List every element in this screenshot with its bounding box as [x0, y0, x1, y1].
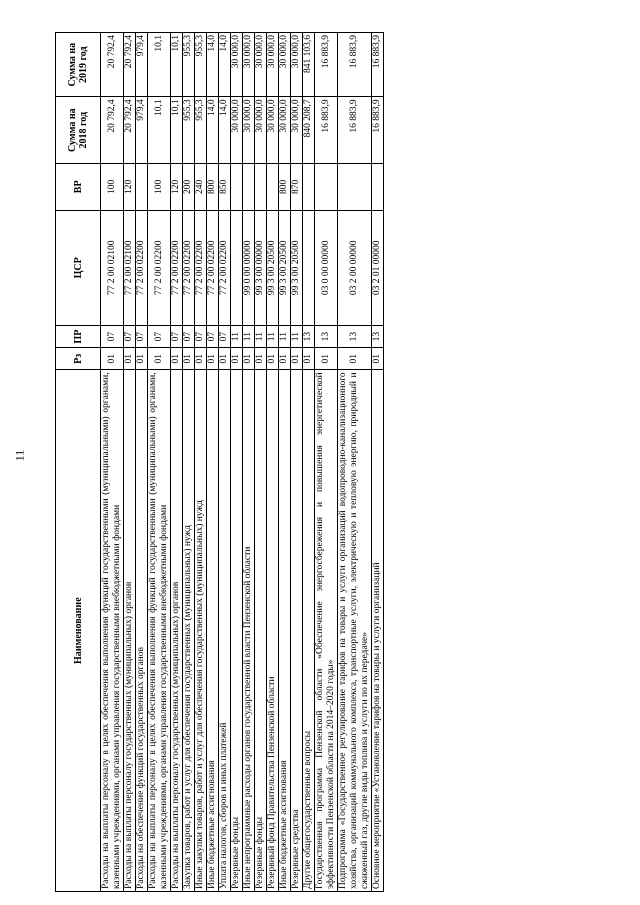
- cell-pr: 07: [171, 326, 183, 348]
- cell-vr: [231, 164, 243, 211]
- cell-pr: 11: [291, 326, 303, 348]
- cell-pr: 13: [372, 326, 384, 348]
- cell-vr: 100: [101, 164, 124, 211]
- header-pr: ПР: [56, 326, 101, 348]
- header-sum-2019: Сумма на 2019 год: [56, 33, 101, 97]
- table-row: [207, 33, 219, 892]
- cell-csr: 77 2 00 02100: [124, 210, 136, 325]
- cell-vr: 120: [124, 164, 136, 211]
- cell-rz: 01: [255, 348, 267, 370]
- cell-vr: 850: [219, 164, 231, 211]
- cell-name: Государственная программа Пензенской области «Обеспечение энергосбережения и повышения энергетической эффективности Пензенской области на 2014–2020 годы»: [315, 370, 338, 892]
- cell-sum-2019: 10,1: [171, 33, 183, 97]
- cell-csr: 99 3 00 20500: [291, 210, 303, 325]
- cell-pr: 07: [195, 326, 207, 348]
- cell-sum-2018: 20 792,4: [124, 97, 136, 164]
- cell-sum-2019: 955,3: [183, 33, 195, 97]
- cell-vr: 870: [291, 164, 303, 211]
- cell-rz: 01: [183, 348, 195, 370]
- cell-sum-2018: 14,0: [219, 97, 231, 164]
- cell-rz: 01: [101, 348, 124, 370]
- cell-sum-2018: 30 000,0: [279, 97, 291, 164]
- cell-sum-2019: 30 000,0: [291, 33, 303, 97]
- header-vr: ВР: [56, 164, 101, 211]
- cell-rz: 01: [148, 348, 171, 370]
- cell-sum-2019: 30 000,0: [243, 33, 255, 97]
- cell-vr: [372, 164, 384, 211]
- cell-csr: 77 2 00 02200: [195, 210, 207, 325]
- cell-sum-2019: 14,0: [207, 33, 219, 97]
- table-header-row: [56, 33, 101, 892]
- header-rz: Рз: [56, 348, 101, 370]
- cell-sum-2018: 30 000,0: [291, 97, 303, 164]
- cell-csr: 77 2 00 02200: [219, 210, 231, 325]
- table-row: [372, 33, 384, 892]
- table-row: [279, 33, 291, 892]
- cell-pr: 11: [267, 326, 279, 348]
- cell-vr: [315, 164, 338, 211]
- cell-rz: 01: [219, 348, 231, 370]
- cell-pr: 07: [183, 326, 195, 348]
- table-row: [315, 33, 338, 892]
- table-row: [231, 33, 243, 892]
- cell-sum-2019: 16 883,9: [372, 33, 384, 97]
- cell-name: Другие общегосударственные вопросы: [303, 370, 315, 892]
- cell-sum-2018: 16 883,9: [338, 97, 372, 164]
- budget-table: [55, 32, 384, 892]
- cell-sum-2019: 14,0: [219, 33, 231, 97]
- table-row: [171, 33, 183, 892]
- cell-name: Резервные фонды: [255, 370, 267, 892]
- cell-csr: 77 2 00 02200: [148, 210, 171, 325]
- cell-sum-2018: 30 000,0: [243, 97, 255, 164]
- cell-sum-2019: 30 000,0: [279, 33, 291, 97]
- cell-name: Иные бюджетные ассигнования: [207, 370, 219, 892]
- cell-rz: 01: [338, 348, 372, 370]
- cell-csr: 99 3 00 00000: [255, 210, 267, 325]
- cell-name: Расходы на выплаты персоналу государственных (муниципальных) органов: [171, 370, 183, 892]
- cell-rz: 01: [136, 348, 148, 370]
- cell-csr: 99 0 00 00000: [243, 210, 255, 325]
- cell-pr: 07: [219, 326, 231, 348]
- header-csr: ЦСР: [56, 210, 101, 325]
- cell-sum-2018: 955,3: [183, 97, 195, 164]
- cell-sum-2018: 955,3: [195, 97, 207, 164]
- cell-rz: 01: [207, 348, 219, 370]
- cell-name: Иные непрограммные расходы органов государственной власти Пензенской области: [243, 370, 255, 892]
- cell-sum-2019: 841 103,6: [303, 33, 315, 97]
- cell-pr: 07: [136, 326, 148, 348]
- header-sum-2018: Сумма на 2018 год: [56, 97, 101, 164]
- cell-vr: [338, 164, 372, 211]
- cell-sum-2018: 20 792,4: [101, 97, 124, 164]
- table-row: [136, 33, 148, 892]
- cell-rz: 01: [291, 348, 303, 370]
- cell-csr: [303, 210, 315, 325]
- cell-sum-2019: 955,3: [195, 33, 207, 97]
- cell-csr: 77 2 00 02200: [171, 210, 183, 325]
- cell-name: Расходы на выплаты персоналу государственных (муниципальных) органов: [124, 370, 136, 892]
- cell-name: Расходы на выплаты персоналу в целях обеспечения выполнения функций государственными (муниципальными) органами, казенными учреждениями, органами управления государственными внебюджетными фондами: [101, 370, 124, 892]
- cell-pr: 07: [148, 326, 171, 348]
- cell-sum-2019: 30 000,0: [231, 33, 243, 97]
- cell-name: Уплата налогов, сборов и иных платежей: [219, 370, 231, 892]
- cell-vr: 200: [183, 164, 195, 211]
- cell-vr: [136, 164, 148, 211]
- table-row: [243, 33, 255, 892]
- cell-sum-2018: 10,1: [171, 97, 183, 164]
- cell-name: Резервные средства: [291, 370, 303, 892]
- cell-name: Подпрограмма «Государственное регулирование тарифов на товары и услуги организаций водопроводно-канализационного хозяйства, организаций коммунального комплекса, транспортные услуги, электрическую и тепловую энергию, природный и сжиженный газ, другие виды топлива и услуги по их передаче»: [338, 370, 372, 892]
- cell-rz: 01: [279, 348, 291, 370]
- cell-vr: 800: [207, 164, 219, 211]
- cell-name: Иные закупки товаров, работ и услуг для обеспечения государственных (муниципальных) нужд: [195, 370, 207, 892]
- cell-rz: 01: [267, 348, 279, 370]
- cell-sum-2018: 30 000,0: [255, 97, 267, 164]
- cell-rz: 01: [171, 348, 183, 370]
- table-row: [101, 33, 124, 892]
- cell-name: Резервный фонд Правительства Пензенской области: [267, 370, 279, 892]
- cell-vr: 800: [279, 164, 291, 211]
- cell-sum-2019: 979,4: [136, 33, 148, 97]
- cell-pr: 11: [231, 326, 243, 348]
- cell-name: Закупка товаров, работ и услуг для обеспечения государственных (муниципальных) нужд: [183, 370, 195, 892]
- cell-csr: 77 2 00 02200: [136, 210, 148, 325]
- cell-csr: 99 3 00 20500: [279, 210, 291, 325]
- cell-sum-2018: 14,0: [207, 97, 219, 164]
- cell-csr: 77 2 00 02100: [101, 210, 124, 325]
- cell-sum-2018: 840 208,7: [303, 97, 315, 164]
- cell-rz: 01: [372, 348, 384, 370]
- cell-csr: 03 2 00 00000: [338, 210, 372, 325]
- table-row: [303, 33, 315, 892]
- cell-sum-2019: 30 000,0: [267, 33, 279, 97]
- cell-sum-2018: 30 000,0: [231, 97, 243, 164]
- page-number: 11: [12, 449, 27, 462]
- cell-vr: 100: [148, 164, 171, 211]
- cell-pr: 07: [124, 326, 136, 348]
- cell-rz: 01: [231, 348, 243, 370]
- cell-vr: [267, 164, 279, 211]
- cell-rz: 01: [315, 348, 338, 370]
- cell-pr: 11: [255, 326, 267, 348]
- cell-pr: 11: [243, 326, 255, 348]
- cell-sum-2018: 30 000,0: [267, 97, 279, 164]
- cell-pr: 11: [279, 326, 291, 348]
- cell-csr: 03 2 01 00000: [372, 210, 384, 325]
- cell-sum-2018: 16 883,9: [372, 97, 384, 164]
- cell-name: Основное мероприятие «Установление тарифов на товары и услуги организаций: [372, 370, 384, 892]
- cell-pr: 13: [315, 326, 338, 348]
- header-name: Наименование: [56, 370, 101, 892]
- table-row: [255, 33, 267, 892]
- table-body: [101, 33, 384, 892]
- table-row: [219, 33, 231, 892]
- table-row: [148, 33, 171, 892]
- table-row: [195, 33, 207, 892]
- cell-csr: 77 2 00 02200: [183, 210, 195, 325]
- cell-csr: 03 0 00 00000: [315, 210, 338, 325]
- cell-name: Иные бюджетные ассигнования: [279, 370, 291, 892]
- cell-sum-2019: 30 000,0: [255, 33, 267, 97]
- cell-sum-2018: 16 883,9: [315, 97, 338, 164]
- cell-vr: [303, 164, 315, 211]
- cell-csr: [231, 210, 243, 325]
- cell-name: Расходы на выплаты персоналу в целях обеспечения выполнения функций государственными (муниципальными) органами, казенными учреждениями, органами управления государственными внебюджетными фондами: [148, 370, 171, 892]
- cell-sum-2018: 10,1: [148, 97, 171, 164]
- cell-pr: 13: [303, 326, 315, 348]
- cell-name: Резервные фонды: [231, 370, 243, 892]
- table-row: [291, 33, 303, 892]
- cell-rz: 01: [124, 348, 136, 370]
- cell-pr: 13: [338, 326, 372, 348]
- rotated-table-container: [55, 32, 603, 892]
- cell-csr: 77 2 00 02200: [207, 210, 219, 325]
- cell-pr: 07: [101, 326, 124, 348]
- table-row: [124, 33, 136, 892]
- cell-rz: 01: [303, 348, 315, 370]
- cell-sum-2019: 16 883,9: [338, 33, 372, 97]
- cell-sum-2019: 20 792,4: [101, 33, 124, 97]
- cell-sum-2019: 16 883,9: [315, 33, 338, 97]
- cell-vr: [243, 164, 255, 211]
- cell-sum-2019: 20 792,4: [124, 33, 136, 97]
- cell-name: Расходы на обеспечение функций государственных органов: [136, 370, 148, 892]
- cell-sum-2019: 10,1: [148, 33, 171, 97]
- table-row: [267, 33, 279, 892]
- table-row: [338, 33, 372, 892]
- table-row: [183, 33, 195, 892]
- cell-rz: 01: [243, 348, 255, 370]
- cell-rz: 01: [195, 348, 207, 370]
- cell-vr: 240: [195, 164, 207, 211]
- cell-vr: 120: [171, 164, 183, 211]
- cell-pr: 07: [207, 326, 219, 348]
- cell-csr: 99 3 00 20500: [267, 210, 279, 325]
- cell-sum-2018: 979,4: [136, 97, 148, 164]
- cell-vr: [255, 164, 267, 211]
